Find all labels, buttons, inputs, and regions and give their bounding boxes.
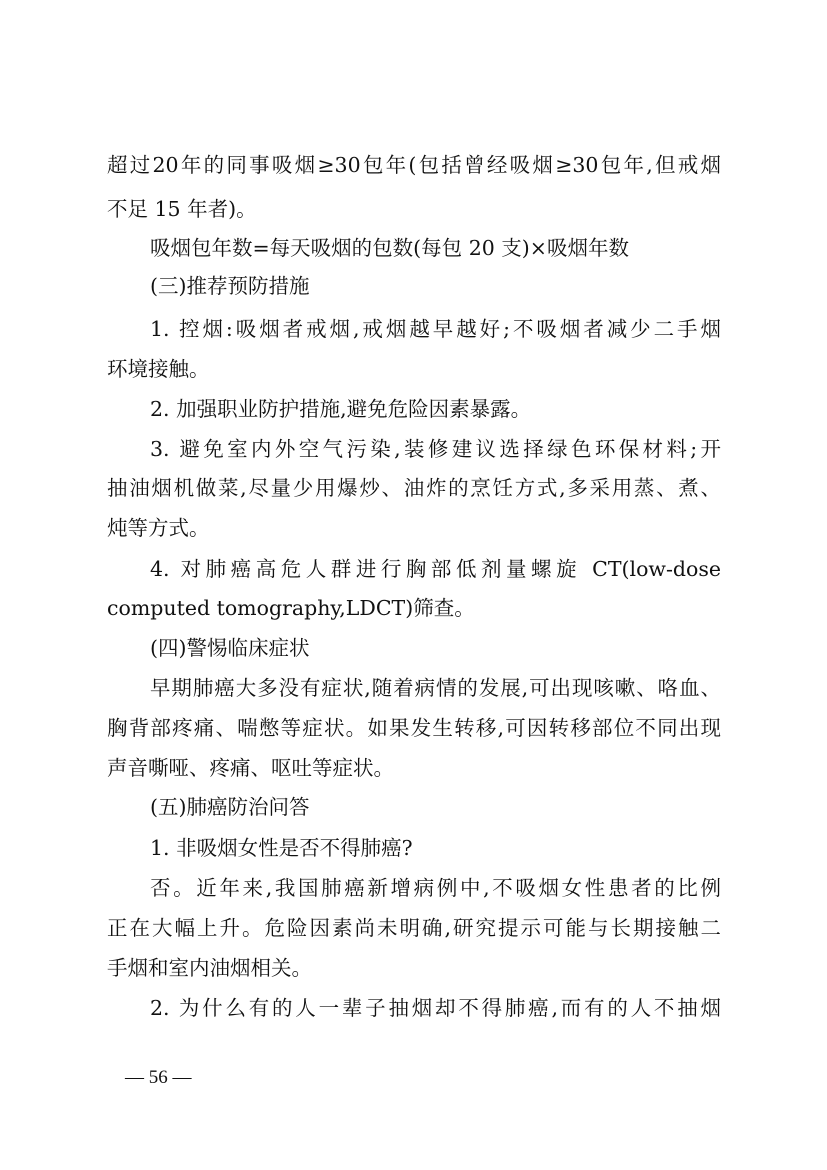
body-line-11: 4. 对肺癌高危人群进行胸部低剂量螺旋 CT(low-dose (150, 557, 721, 581)
section-heading-3: (三)推荐预防措施 (150, 274, 310, 298)
body-line-5: 1. 控烟:吸烟者戒烟,戒烟越早越好;不吸烟者减少二手烟 (150, 317, 721, 341)
body-line-19: 否。近年来,我国肺癌新增病例中,不吸烟女性患者的比例 (150, 876, 721, 900)
body-line-8: 3. 避免室内外空气污染,装修建议选择绿色环保材料;开 (150, 437, 721, 461)
body-line-21: 手烟和室内油烟相关。 (107, 956, 312, 980)
page-number: — 56 — (125, 1067, 192, 1088)
body-line-18: 1. 非吸烟女性是否不得肺癌? (150, 836, 413, 860)
body-line-22: 2. 为什么有的人一辈子抽烟却不得肺癌,而有的人不抽烟 (150, 996, 721, 1020)
section-heading-4: (四)警惕临床症状 (150, 636, 310, 660)
body-line-20: 正在大幅上升。危险因素尚未明确,研究提示可能与长期接触二 (107, 916, 721, 940)
body-line-12: computed tomography,LDCT)筛查。 (107, 596, 475, 620)
body-line-14: 早期肺癌大多没有症状,随着病情的发展,可出现咳嗽、咯血、 (150, 676, 721, 700)
body-line-3: 吸烟包年数=每天吸烟的包数(每包 20 支)×吸烟年数 (150, 236, 629, 260)
body-line-7: 2. 加强职业防护措施,避免危险因素暴露。 (150, 397, 532, 421)
body-line-16: 声音嘶哑、疼痛、呕吐等症状。 (107, 756, 394, 780)
body-line-6: 环境接触。 (107, 357, 210, 381)
body-line-10: 炖等方式。 (107, 516, 210, 540)
body-line-15: 胸背部疼痛、喘憋等症状。如果发生转移,可因转移部位不同出现 (107, 716, 721, 740)
body-line-2: 不足 15 年者)。 (107, 197, 257, 221)
body-line-1: 超过20年的同事吸烟≥30包年(包括曾经吸烟≥30包年,但戒烟 (107, 153, 721, 177)
body-line-9: 抽油烟机做菜,尽量少用爆炒、油炸的烹饪方式,多采用蒸、煮、 (107, 476, 721, 500)
section-heading-5: (五)肺癌防治问答 (150, 795, 310, 819)
